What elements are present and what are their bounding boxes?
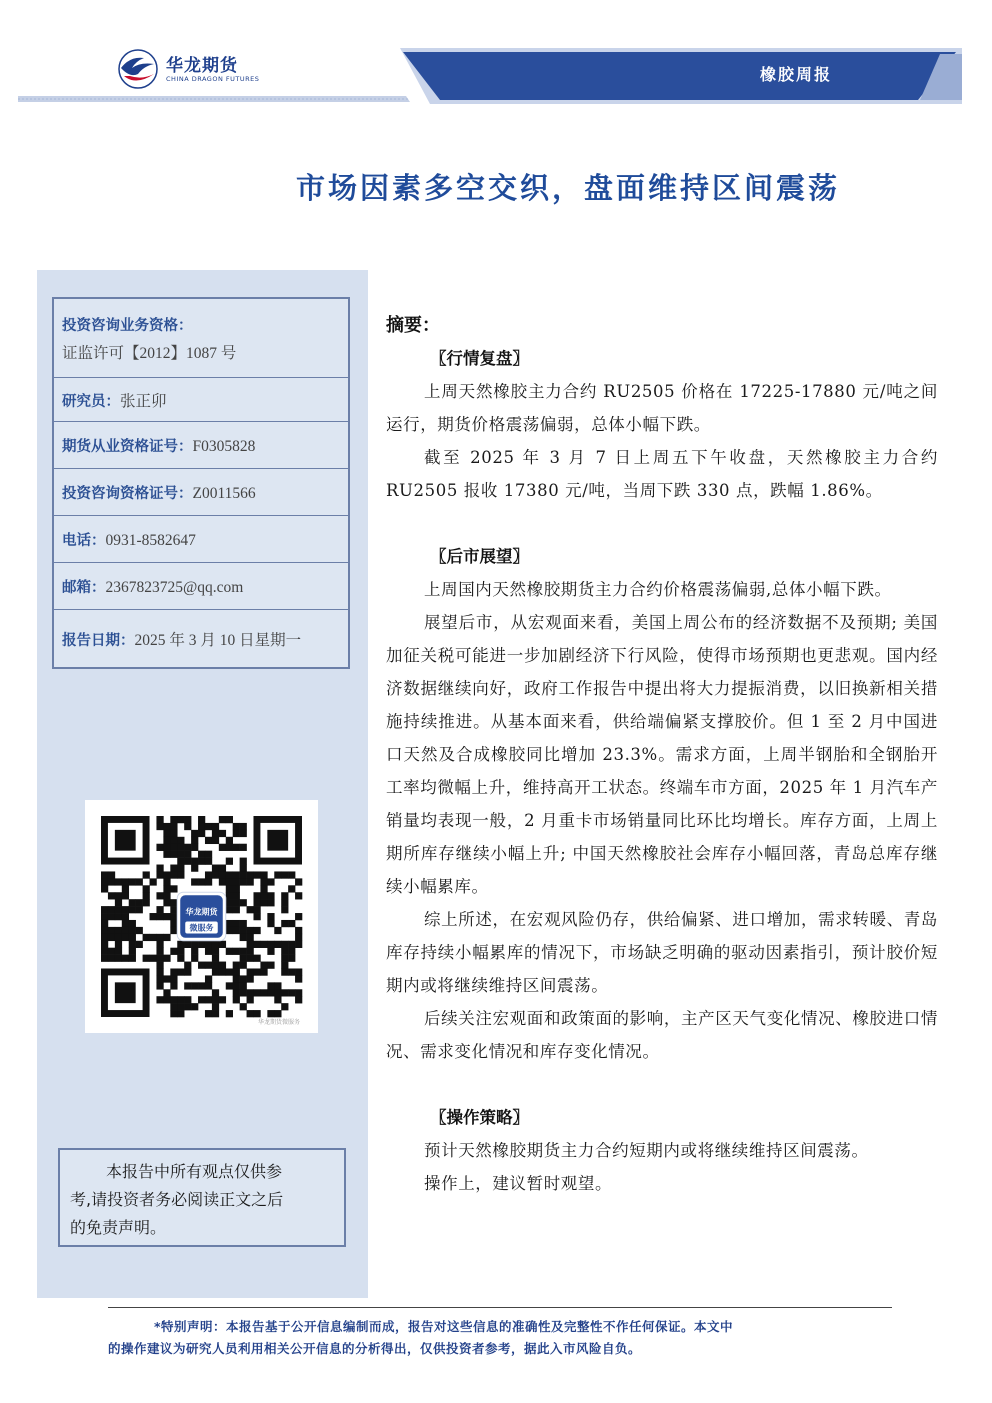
section-heading-review: 〖行情复盘〗 bbox=[430, 349, 529, 368]
info-label: 邮箱： bbox=[62, 579, 106, 596]
info-value: 张正卯 bbox=[120, 392, 167, 410]
paragraph: 预计天然橡胶期货主力合约短期内或将继续维持区间震荡。 bbox=[424, 1141, 869, 1160]
info-value: Z0011566 bbox=[192, 484, 256, 502]
info-row-consult-cert bbox=[54, 469, 348, 516]
special-statement bbox=[108, 1316, 896, 1360]
paragraph: 上周国内天然橡胶期货主力合约价格震荡偏弱,总体小幅下跌。 bbox=[424, 580, 892, 599]
section-heading-strategy: 〖操作策略〗 bbox=[430, 1108, 529, 1127]
paragraph: 截至 2025 年 3 月 7 日上周五下午收盘，天然橡胶主力合约 RU2505 报收 17380 元/吨，当周下跌 330 点，跌幅 1.86%。 bbox=[386, 448, 938, 500]
disclaimer-box bbox=[58, 1148, 346, 1247]
footer-divider bbox=[108, 1307, 892, 1308]
info-label: 投资咨询业务资格： bbox=[62, 317, 193, 334]
report-type-label: 橡胶周报 bbox=[760, 65, 833, 84]
paragraph: 上周天然橡胶主力合约 RU2505 价格在 17225-17880 元/吨之间运行，期货价格震荡偏弱，总体小幅下跌。 bbox=[386, 382, 938, 434]
qr-caption: 华龙期货微服务 bbox=[258, 1019, 301, 1026]
info-label: 研究员： bbox=[62, 393, 120, 410]
company-logo bbox=[116, 46, 266, 92]
disclaimer-line: 考,请投资者务必阅读正文之后 bbox=[70, 1190, 284, 1209]
report-title: 市场因素多空交织，盘面维持区间震荡 bbox=[296, 171, 841, 205]
info-label: 电话： bbox=[62, 532, 106, 549]
info-value: 2025 年 3 月 10 日星期一 bbox=[134, 631, 302, 649]
abstract-heading: 摘要： bbox=[386, 315, 440, 336]
paragraph: 展望后市，从宏观面来看，美国上周公布的经济数据不及预期; 美国加征关税可能进一步加剧经济下行风险，使得市场预期也更悲观。国内经济数据继续向好，政府工作报告中提出将大力提振消费，以旧换新相关措施持续推进。从基本面来看，供给端偏紧支撑胶价。但 1 至 2 月中国进口天然及合成橡胶同比增加 23.3%。需求方面，上周半钢胎和全钢胎开工率均微幅上升，维持高开工状态。终端车市方面，2025 年 1 月汽车产销量均表现一般，2 月重卡市场销量同比环比均增长。库存方面，上周上期所库存继续小幅上升; 中国天然橡胶社会库存小幅回落，青岛总库存继续小幅累库。 bbox=[386, 613, 938, 896]
info-label: 期货从业资格证号： bbox=[62, 438, 193, 455]
svg-text:华龙期货: 华龙期货 bbox=[185, 907, 218, 917]
statement-line: 的操作建议为研究人员利用相关公开信息的分析得出，仅供投资者参考，据此入市风险自负。 bbox=[108, 1341, 642, 1356]
disclaimer-line: 的免责声明。 bbox=[70, 1218, 167, 1237]
logo-chinese-name: 华龙期货 bbox=[166, 56, 238, 76]
abstract-content bbox=[386, 310, 938, 1200]
dragon-logo-icon bbox=[116, 46, 162, 92]
section-heading-outlook: 〖后市展望〗 bbox=[430, 547, 529, 566]
analyst-info-box bbox=[52, 297, 350, 669]
info-label: 投资咨询资格证号： bbox=[62, 485, 193, 502]
info-row-report-date bbox=[54, 610, 348, 667]
info-value: 2367823725@qq.com bbox=[105, 578, 244, 596]
info-value: 证监许可【2012】1087 号 bbox=[62, 344, 237, 362]
info-row-qualification bbox=[54, 299, 348, 378]
logo-english-name: CHINA DRAGON FUTURES bbox=[166, 75, 260, 83]
info-row-futures-cert bbox=[54, 422, 348, 469]
info-row-email bbox=[54, 563, 348, 610]
info-label: 报告日期： bbox=[62, 632, 135, 649]
qr-code-icon bbox=[85, 800, 318, 1033]
paragraph: 综上所述，在宏观风险仍存，供给偏紧、进口增加，需求转暖、青岛库存持续小幅累库的情况下，市场缺乏明确的驱动因素指引，预计胶价短期内或将继续维持区间震荡。 bbox=[386, 910, 938, 995]
info-row-researcher bbox=[54, 378, 348, 422]
wechat-qr-code bbox=[85, 800, 318, 1033]
paragraph: 操作上，建议暂时观望。 bbox=[424, 1174, 613, 1193]
info-value: 0931-8582647 bbox=[105, 531, 196, 549]
info-value: F0305828 bbox=[192, 437, 256, 455]
statement-line: *特别声明：本报告基于公开信息编制而成，报告对这些信息的准确性及完整性不作任何保证。本文中 bbox=[154, 1319, 734, 1334]
paragraph: 后续关注宏观面和政策面的影响，主产区天气变化情况、橡胶进口情况、需求变化情况和库存变化情况。 bbox=[386, 1009, 938, 1061]
svg-text:微服务: 微服务 bbox=[189, 923, 214, 933]
disclaimer-line: 本报告中所有观点仅供参 bbox=[106, 1162, 283, 1181]
info-row-phone bbox=[54, 516, 348, 563]
